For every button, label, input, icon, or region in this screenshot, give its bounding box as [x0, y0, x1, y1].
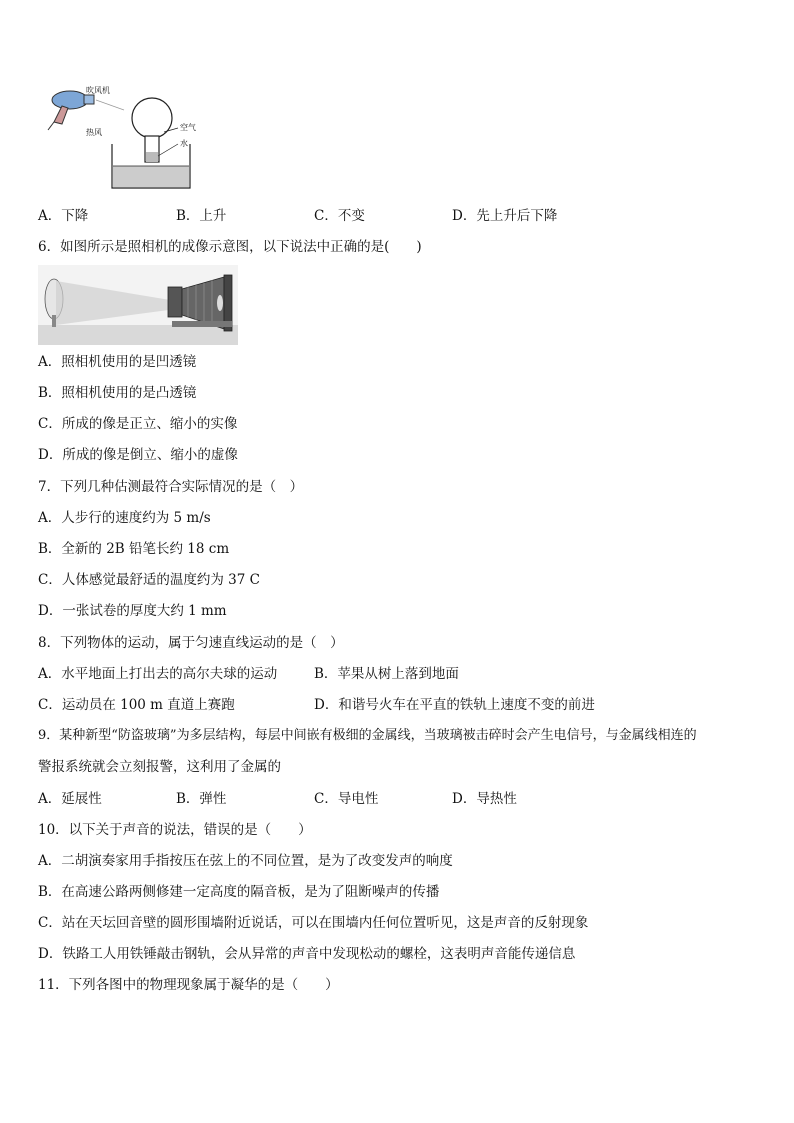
q7-option-b: B．全新的 2B 铅笔长约 18 cm — [38, 541, 230, 557]
q7-option-a: A．人步行的速度约为 5 m/s — [38, 510, 211, 526]
q10-option-b: B．在高速公路两侧修建一定高度的隔音板，是为了阻断噪声的传播 — [38, 884, 440, 900]
q6-option-d: D．所成的像是倒立、缩小的虚像 — [38, 447, 238, 463]
q6-option-a: A．照相机使用的是凹透镜 — [38, 354, 197, 370]
q9-option-a: A．延展性 — [38, 791, 102, 807]
q9-option-d: D．导热性 — [452, 791, 517, 807]
flask-icon — [132, 98, 172, 162]
q7-option-d: D．一张试卷的厚度大约 1 mm — [38, 603, 227, 619]
q7-option-c: C．人体感觉最舒适的温度约为 37 C — [38, 572, 260, 588]
q8-option-b: B．苹果从树上落到地面 — [314, 666, 459, 682]
blower-label: 吹风机 — [86, 86, 110, 95]
q8-option-a: A．水平地面上打出去的高尔夫球的运动 — [38, 666, 278, 682]
q6-option-c: C．所成的像是正立、缩小的实像 — [38, 416, 238, 432]
camera-imaging-figure — [38, 265, 238, 345]
q7-stem: 7．下列几种估测最符合实际情况的是（ ） — [38, 479, 304, 495]
q6-option-b: B．照相机使用的是凸透镜 — [38, 385, 197, 401]
air-label: 空气 — [180, 123, 196, 132]
q9-option-b: B．弹性 — [176, 791, 227, 807]
q10-option-a: A．二胡演奏家用手指按压在弦上的不同位置，是为了改变发声的响度 — [38, 853, 453, 869]
q5-option-c: C．不变 — [314, 208, 365, 224]
q6-stem: 6．如图所示是照相机的成像示意图，以下说法中正确的是( ) — [38, 239, 422, 255]
q9-stem-line1: 9．某种新型“防盗玻璃”为多层结构，每层中间嵌有极细的金属线，当玻璃被击碎时会产生电信号，与金属线相连的 — [38, 728, 697, 743]
q5-option-d: D．先上升后下降 — [452, 208, 558, 224]
q11-stem: 11．下列各图中的物理现象属于凝华的是（ ） — [38, 977, 339, 993]
q10-option-c: C．站在天坛回音壁的圆形围墙附近说话，可以在围墙内任何位置听见，这是声音的反射现象 — [38, 915, 589, 931]
q10-stem: 10．以下关于声音的说法，错误的是（ ） — [38, 822, 312, 838]
q9-stem-line2: 警报系统就会立刻报警，这利用了金属的 — [38, 759, 281, 775]
q8-stem: 8．下列物体的运动，属于匀速直线运动的是（ ） — [38, 635, 344, 651]
q5-option-b: B．上升 — [176, 208, 227, 224]
hair-dryer-icon — [48, 91, 94, 130]
q9-option-c: C．导电性 — [314, 791, 379, 807]
water-label: 水 — [180, 139, 188, 148]
q8-option-c: C．运动员在 100 m 直道上赛跑 — [38, 697, 235, 713]
q5-option-a: A．下降 — [38, 208, 89, 224]
hot-air-label: 热风 — [86, 128, 102, 137]
q8-option-d: D．和谐号火车在平直的铁轨上速度不变的前进 — [314, 697, 595, 713]
q10-option-d: D．铁路工人用铁锤敲击钢轨，会从异常的声音中发现松动的螺栓，这表明声音能传递信息 — [38, 946, 576, 962]
camera-imaging-diagram — [38, 265, 238, 345]
hair-dryer-flask-diagram — [40, 84, 200, 192]
hair-dryer-flask-figure — [40, 84, 200, 192]
